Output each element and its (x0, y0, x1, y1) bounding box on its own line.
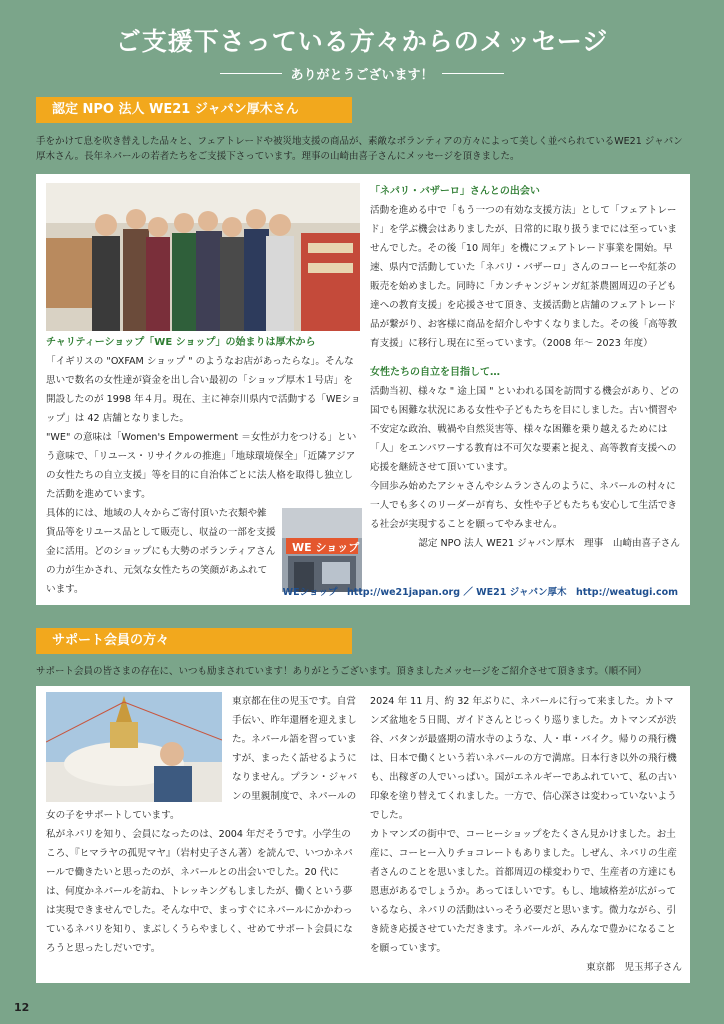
right-paragraph-2: 活動当初、様々な " 途上国 " といわれる国を訪問する機会があり、どの国でも困難な状況にある女性や子どもたちを目にしました。古い慣習や不安定な政治、戦禍や自然災害等、様々な困難を乗り越えるためには「人」をエンパワーする教育は不可欠な要素と捉え、高等教育支援への応援を継続させて頂いています。 (370, 386, 679, 473)
support-left-text-2: 私がネパリを知り、会員になったのは、2004 年だそうです。小学生のころ、『ヒマラヤの孤児マヤ』（岩村史子さん著）を読んで、いつかネパールで働きたいと思ったのが、ネパールとの出会いでした。20 代には、何度かネパールを訪ね、トレッキングもしましたが、働くという夢は実現できませんでした。そんな中で、まっすぐにネパールにかかわっているネパリを知り、まぶしくうらやましく、せめてサポート会員になろうと思ったしだいです。 (46, 829, 353, 954)
right-heading-2: 女性たちの自立を目指して… (370, 367, 500, 378)
support-left-text-1: 東京都在住の児玉です。自営手伝い、昨年還暦を迎えました。ネパール語を習っていますが、まったく話せるようになりません。プラン・ジャパンの里親制度で、ネパールの女の子をサポートしています。 (46, 696, 358, 821)
shop-sign-text: WE ショップ (292, 541, 360, 554)
boudhanath-stupa-photo (46, 692, 222, 802)
group-photo (46, 183, 360, 331)
we-shop-storefront-photo (282, 508, 362, 592)
stupa-photo (46, 692, 222, 802)
section1-signature: 認定 NPO 法人 WE21 ジャパン厚木 理事 山崎由喜子さん (418, 538, 680, 549)
section2-tab: サポート会員の方々 (36, 628, 352, 654)
page-subtitle-row (0, 64, 724, 83)
divider-left (220, 73, 282, 74)
section2-intro: サポート会員の皆さまの存在に、いつも励まされています！ありがとうございます。頂きましたメッセージをご紹介させて頂きます。（順不同） (36, 666, 647, 677)
left-paragraph-2: "WE" の意味は「Women's Empowerment ＝女性が力をつける」という意味で、「リユース・リサイクルの推進」「地球環境保全」「近隣アジアの女性たちの自立支援」等を目的に自治体ごとに法人格を取得し独立した活動を進めています。 (46, 432, 357, 500)
right-paragraph-1: 活動を進める中で「もう一つの有効な支援方法」として「フェアトレード」を学ぶ機会はありましたが、日常的に取り扱うまでには至っていませんでした。その後「10 周年」を機にフェアトレード事業を開始。早速、県内で活動していた「ネパリ・バザーロ」さんのコーヒーや紅茶の販売を始めました。同時に「カンチャンジャンガ紅茶農園周辺の子ども達への教育支援」を応援させて頂き、支援活動と店舗のフェアトレード品が繋がり、お客様に商品を紹介しやすくなりました。その後「高等教育支援」に移行し現在に至っています。（2008 年〜 2023 年度） (370, 205, 677, 349)
page-title: ご支援下さっている方々からのメッセージ (115, 27, 609, 56)
support-right-text-2: カトマンズの街中で、コーヒーショップをたくさん見かけました。お土産に、コーヒー入りチョコレートもありました。しぜん、ネパリの生産者さんのことを思いました。首都周辺の様変わりで、生産者の方達にも恩恵があるでしょうか。あってほしいです。もし、地域格差が広がっているなら、ネパリの活動はいっそう必要だと思います。微力ながら、引き続き応援させていただきます。ネパールが、みんなで豊かになることを願っています。 (370, 829, 677, 954)
section1-intro: 手をかけて息を吹き替えした品々と、フェアトレードや被災地支援の商品が、素敵なボランティアの方々によって美しく並べられているWE21 ジャパン厚木さん。長年ネパールの若者たちをご支援下さっています。理事の山崎由喜子さんにメッセージを頂きました。 (36, 136, 683, 162)
section2-left-column (46, 692, 358, 958)
section2-signature: 東京都 児玉邦子さん (586, 962, 682, 973)
page-subtitle: ありがとうございます！ (290, 68, 434, 83)
section1-links[interactable]: WEショップ http://we21japan.org ／ WE21 ジャパン厚木 http://weatugi.com (282, 587, 678, 598)
left-paragraph-1: 「イギリスの "OXFAM ショップ " のようなお店があったらな」。そんな思いで数名の女性達が資金を出し合い最初の「ショップ厚木１号店」を開設したのが 1998 年４月。現在、主に神奈川県内で活動する「WEショップ」は 42 店舗となりました。 (46, 356, 361, 424)
right-heading-1: 「ネパリ・バザーロ」さんとの出会い (370, 186, 540, 197)
left-paragraph-3: 具体的には、地域の人々からご寄付頂いた衣類や雑貨品等をリユース品として販売し、収益の一部を支援金に活用。どのショップにも大勢のボランティアさんの力が生かされ、元気な女性たちの笑顔があふれています。 (46, 508, 276, 595)
divider-right (442, 73, 504, 74)
section2-panel (36, 686, 690, 983)
left-heading: チャリティーショップ「WE ショップ」の始まりは厚木から (46, 337, 316, 348)
right-paragraph-3: 今回歩み始めたアシャさんやシムランさんのように、ネパールの村々に一人でも多くのリーダーが育ち、女性や子どもたちも安心して生活できる社会が実現することを願ってやみません。 (370, 481, 677, 530)
section1-panel (36, 174, 690, 605)
section1-tab: 認定 NPO 法人 WE21 ジャパン厚木さん (36, 97, 352, 123)
section1-right-column (370, 182, 680, 553)
volunteers-group-photo (46, 183, 360, 331)
section1-left-column (46, 333, 362, 599)
section2-right-column (370, 692, 682, 977)
support-right-text-1: 2024 年 11 月、約 32 年ぶりに、ネパールに行って来ました。カトマンズ盆地を５日間、ガイドさんとじっくり巡りました。カトマンズが渋谷、パタンが最盛期の清水寺のような、人・車・バイク。帰りの飛行機は、日本で働くという若いネパールの方で満席。日本行き以外の飛行機も、出稼ぎの人でいっぱい。国がエネルギーであふれていて、私の古い印象を塗り替えてくれました。一方で、信心深さは変わっていないようでした。 (370, 696, 677, 821)
shop-photo (282, 508, 362, 592)
page-number: 12 (14, 1001, 30, 1014)
